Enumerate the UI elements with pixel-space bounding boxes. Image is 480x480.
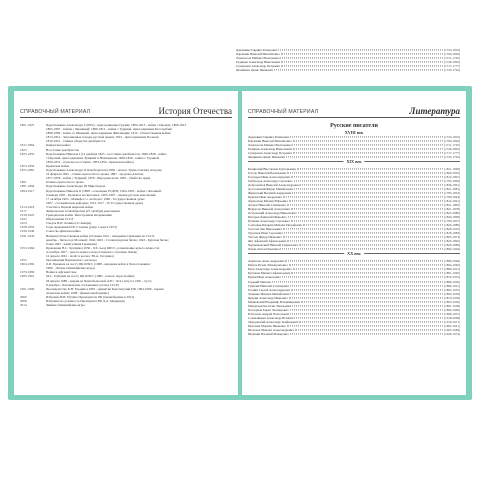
writer-name: Горький Максим (248, 279, 271, 284)
writer-years: (1894-1940) (444, 263, 460, 268)
timeline-event: 9 мая 1945 - капитуляция Германии) (46, 241, 97, 246)
timeline-event: Царствование Николая II (1898 - основание РСДРП; 1904-1905 - война с Японией; (46, 188, 162, 193)
leader-dots (280, 249, 443, 250)
timeline-year: 1964-1982 (20, 262, 35, 267)
leader-dots (290, 309, 444, 310)
writer-years: (1814-1841) (444, 199, 460, 204)
top-strip-row (236, 68, 460, 72)
timeline-event: Советско-финская война (46, 229, 81, 234)
writer-name: Куприн Александр Иванович (248, 295, 288, 300)
leader-dots (293, 269, 443, 270)
writer-years: (1910-1971) (444, 319, 460, 324)
writer-years: (1799-1837) (444, 219, 460, 224)
leader-dots (298, 213, 444, 214)
writer-name: Бунин Иван Алексеевич (248, 275, 281, 280)
timeline-year: 2014 (20, 303, 27, 308)
leader-dots (274, 69, 443, 70)
timeline-event: 1980 - Летние Олимпийские игры) (46, 266, 95, 271)
timeline-event: Кавказская война (46, 143, 71, 148)
writer-years: (1892-1941) (444, 323, 460, 328)
writer-years: (1769-1844) (444, 195, 460, 200)
timeline-event: Война в Афганистане (46, 270, 77, 275)
timeline-year: 1861 (20, 180, 27, 185)
timeline-year: 1918-1922 (20, 213, 35, 218)
leader-dots (281, 65, 443, 66)
writer-years: (1929-1974) (444, 331, 460, 336)
writers-19-list (248, 167, 460, 251)
writer-years: (1840-1868) (444, 215, 460, 220)
timeline-year: 1825-1855 (20, 151, 35, 156)
timeline-year: 1953-1964 (20, 245, 35, 250)
writer-name: Блок Александр Александрович (248, 267, 292, 272)
writer-years: (1899-1951) (444, 311, 460, 316)
timeline-event: Восстание декабристов (46, 147, 79, 152)
left-header-label: СПРАВОЧНЫЙ МАТЕРИАЛ (20, 109, 91, 115)
century-19-divider (248, 161, 460, 166)
leader-dots (300, 185, 443, 186)
writer-name: Гумилёв Николай Степанович (248, 283, 289, 288)
writer-years: (1886-1921) (444, 283, 460, 288)
timeline-event: Правление Н.С. Хрущёва (1956 - XX съезд КПСС, развенчание культа личности; (46, 245, 160, 250)
writer-years: (1889-1966) (444, 259, 460, 264)
timeline-event: 1816-1821 - тайные общества декабристов (46, 139, 106, 144)
writer-years: (1795-1829) (444, 179, 460, 184)
timeline-year: 1881-1894 (20, 184, 35, 189)
leader-dots (293, 152, 443, 153)
timeline-event: Президентство Б.Н. Ельцина (1993 - принятие Конституции РФ; 1994-1996 - первая (46, 286, 164, 291)
writer-name: Пушкин Александр Сергеевич (248, 219, 290, 224)
writer-years: (1749-1802) (444, 147, 460, 152)
timeline-event: 1877-1878 - война с Турцией; 1879 - Народная воля; 1881 - убийство царя) (46, 176, 151, 181)
leader-dots (287, 241, 443, 242)
timeline-event: Царствование Александра II Освободителя (1856 - начало Туркестанских походов; (46, 168, 163, 173)
leader-dots (293, 148, 443, 149)
leader-dots (289, 265, 444, 266)
timeline-event: 17 октября 1905 - Манифест о свободах; 1906 - Государственная дума; (46, 196, 145, 201)
century-20-divider (248, 253, 460, 258)
leader-dots (283, 237, 443, 238)
timeline-event: 26 апреля 1986 - авария на Чернобыльской АЭС; 19-21 августа 1991 - путч; (46, 278, 152, 283)
right-header-label: СПРАВОЧНЫЙ МАТЕРИАЛ (248, 109, 319, 115)
leader-dots (290, 333, 443, 334)
top-strip-years: (1749-1802) (444, 60, 460, 65)
leader-dots (290, 313, 443, 314)
writer-years: (1890-1960) (444, 307, 460, 312)
timeline-event: 12 апреля 1961 - полёт в космос Ю.А. Гагарина) (46, 254, 114, 258)
leader-dots (289, 297, 443, 298)
writer-name: Лермонтов Михаил Юрьевич (248, 199, 288, 204)
timeline-event: 19 февраля 1861 - отмена крепостного права; 1867 - продажа Аляски; (46, 172, 144, 177)
timeline-event: Избрание В.В. Путина Президентом РФ (переизбрание в 2012) (46, 294, 135, 299)
top-strip-years: (1766-1826) (444, 52, 460, 57)
writer-row (248, 332, 460, 336)
timeline-year: 1941-1945 (20, 233, 35, 238)
leader-dots (288, 217, 443, 218)
writer-years: (1831-1895) (444, 203, 460, 208)
writer-name: Достоевский Фёдор Михайлович (248, 187, 294, 192)
writer-years: (1828-1889) (444, 243, 460, 248)
writer-name: Карамзин Николай Михайлович (248, 139, 292, 144)
timeline-event: Избрание на должность Президента РФ Д.А. Медведева (46, 299, 125, 304)
leader-dots (287, 325, 443, 326)
top-strip (236, 0, 460, 80)
timeline-year: 1825 (20, 147, 27, 152)
top-strip-years: (1717-1777) (444, 64, 460, 69)
timeline-year: 1914-1918 (20, 204, 35, 209)
writers-18-list (248, 135, 460, 159)
leader-dots (291, 221, 444, 222)
writer-years: (1891-1940) (444, 271, 460, 276)
writer-years: (1783-1852) (444, 191, 460, 196)
writer-name: Пастернак Борис Леонидович (248, 307, 289, 312)
leader-dots (282, 277, 443, 278)
leader-dots (281, 53, 443, 54)
leader-dots (278, 49, 443, 50)
writer-years: (1811-1848) (444, 167, 460, 172)
writer-years: (1828-1910) (444, 227, 460, 232)
writer-name: Цветаева Марина Ивановна (248, 323, 286, 328)
writer-years: (1743-1816) (444, 135, 460, 139)
writer-name: Гончаров Иван Александрович (248, 175, 291, 180)
writer-years: (1905-1984) (444, 327, 460, 332)
writer-name: Державин Гавриил Романович (248, 135, 290, 139)
writer-name: Писарев Дмитрий Иванович (248, 215, 287, 220)
timeline-event: 1808-1809 - война со Швецией, присоединение Финляндии; 1812 - Отечественная война; (46, 131, 172, 136)
top-strip-name: Карамзин Николай Михайлович (236, 52, 280, 57)
writer-years: (1860-1904) (444, 247, 460, 252)
leader-dots (280, 57, 443, 58)
writer-name: Салтыков-Щедрин Михаил Евграфович (248, 223, 303, 228)
leader-dots (281, 61, 443, 62)
top-strip-years: (1711-1765) (444, 56, 460, 61)
timeline-year: 1928-1953 (20, 225, 35, 230)
history-timeline (20, 123, 232, 307)
timeline-event: Л.И. Брежнев на посту ЦК КПСС (1968 - введение войск в Чехословакию; (46, 262, 151, 267)
writer-name: Бабель Исаак Эммануилович (248, 263, 288, 268)
timeline-event: чеченская война; 1998 - финансовый кризис) (46, 290, 110, 295)
timeline-event: 1830-1831 - польское восстание; 1853-1856 - Крымская война) (46, 159, 134, 164)
leader-dots (294, 181, 444, 182)
timeline-year: 1985-1991 (20, 274, 35, 279)
writer-name: Сумароков Александр Петрович (248, 151, 292, 156)
leader-dots (286, 156, 443, 157)
writers-20-list (248, 259, 460, 335)
writer-name: Зощенко Михаил Михайлович (248, 291, 290, 296)
timeline-event: Февральская и Октябрьская (25 октября) революции (46, 208, 120, 213)
timeline-event: 1813-1814 - Заграничные походы русской армии; 1815 - присоединение Польши (46, 135, 159, 140)
timeline-year: 1817-1864 (20, 143, 35, 148)
writer-years: (1895-1925) (444, 287, 460, 292)
leader-dots (291, 209, 443, 210)
writer-years: (1823-1886) (444, 211, 460, 216)
timeline-event: Царствование Николая I (14 декабря 1825 - восстание декабристов; 1826-1828 - война (46, 151, 167, 156)
writer-years: (1745-1792) (444, 155, 460, 160)
leader-dots (287, 173, 443, 174)
writer-years: (1711-1765) (444, 143, 460, 148)
writer-name: Шолохов Михаил Александрович (248, 327, 294, 332)
writer-years: (1880-1921) (444, 267, 460, 272)
leader-dots (290, 136, 443, 137)
right-header-title: Литература (409, 106, 460, 116)
writer-years: (1809-1852) (444, 171, 460, 176)
timeline-event: 9 января 1905 - Кровавое воскресенье; 1905-1907 - первая русская революция; (46, 192, 157, 197)
writer-years: (1821-1881) (444, 187, 460, 192)
leader-dots (299, 245, 443, 246)
writer-years: (1891-1938) (444, 303, 460, 308)
top-strip-name: Фонвизин Денис Иванович (236, 68, 274, 73)
leader-dots (290, 293, 443, 294)
timeline-event: 1907 - столыпинская реформа; 1912-1917 - IV Государственная дума) (46, 200, 143, 205)
leader-dots (290, 285, 443, 286)
top-strip-name: Сумароков Александр Петрович (236, 64, 280, 69)
writer-years: (1893-1930) (444, 299, 460, 304)
writer-name: Некрасов Николай Алексеевич (248, 207, 290, 212)
timeline-event: декабрь - битва под Москвой; 1942-1943 - Сталинградская битва; 1943 - Курская битва; (46, 237, 169, 242)
top-strip-years: (1743-1816) (444, 48, 460, 52)
writer-years: (1717-1777) (444, 151, 460, 156)
writer-name: Тургенев Иван Сергеевич (248, 231, 283, 236)
left-page (14, 91, 238, 395)
leader-dots (292, 193, 443, 194)
writer-name: Шукшин Василий Макарович (248, 331, 289, 336)
leader-dots (294, 189, 443, 190)
timeline-year: 1853-1856 (20, 163, 35, 168)
timeline-event: 1805-1807 - войны с Францией; 1806-1812 - война с Турцией, присоединение Бессарабии; (46, 127, 173, 132)
timeline-event: Царствование Александра I (1801) - присоединение Грузии; 1804-1813 - война с Ираном; 1806-1812 (46, 123, 187, 127)
top-strip-name: Радищев Александр Николаевич (236, 60, 281, 65)
timeline-year: 1855-1881 (20, 168, 35, 173)
timeline-event: Образование СССР (46, 217, 74, 222)
century-19-heading: XIX век (343, 159, 364, 164)
writer-name: Грибоедов Александр Сергеевич (248, 179, 293, 184)
writer-name: Фонвизин Денис Иванович (248, 155, 286, 160)
timeline-event: Организация Варшавского договора (46, 258, 97, 263)
timeline-event: Гражданская война. Иностранная интервенция (46, 213, 112, 218)
timeline-year: 1979-1989 (20, 270, 35, 275)
writer-years: (1820-1892) (444, 239, 460, 244)
leader-dots (291, 273, 443, 274)
left-header-title: История Отечества (158, 106, 232, 116)
writer-years: (1870-1938) (444, 295, 460, 300)
leader-dots (303, 225, 443, 226)
writer-name: Гоголь Николай Васильевич (248, 171, 287, 176)
timeline-row (20, 303, 232, 307)
writer-name: Солженицын Александр Исаевич (248, 315, 294, 320)
timeline-year: 1894-1917 (20, 188, 35, 193)
timeline-year: 1924 (20, 221, 27, 226)
writer-name: Чехов Антон Павлович (248, 247, 280, 252)
timeline-event: Отмена крепостного права (46, 180, 84, 185)
right-page (242, 91, 466, 395)
leader-dots (292, 305, 443, 306)
timeline-year: 1922 (20, 217, 27, 222)
writers-list (248, 123, 460, 336)
timeline-year: 1991-1999 (20, 286, 35, 291)
writer-name: Островский Александр Николаевич (248, 211, 297, 216)
writer-name: Белинский Виссарион Григорьевич (248, 167, 296, 172)
leader-dots (287, 205, 443, 206)
leader-dots (291, 289, 443, 290)
writer-name: Маяковский Владимир Владимирович (248, 299, 301, 304)
writer-name: Фет Афанасий Афанасьевич (248, 239, 287, 244)
writer-name: Тютчев Фёдор Иванович (248, 235, 282, 240)
writer-years: (1821-1878) (444, 207, 460, 212)
top-strip-years: (1745-1792) (444, 68, 460, 73)
leader-dots (297, 168, 443, 169)
timeline-year: 2000 (20, 294, 27, 299)
writers-title: Русские писатели (330, 123, 378, 129)
leader-dots (294, 317, 443, 318)
top-strip-name: Державин Гавриил Романович (236, 48, 278, 52)
leader-dots (291, 177, 443, 178)
leader-dots (272, 281, 443, 282)
leader-dots (292, 144, 443, 145)
writer-name: Платонов Андрей Платонович (248, 311, 290, 316)
leader-dots (295, 329, 443, 330)
timeline-event: Смерть В.И. Ленина (21 января) (46, 221, 92, 226)
leader-dots (284, 233, 443, 234)
timeline-year: 1939-1940 (20, 229, 35, 234)
notebook-spread (8, 86, 472, 400)
writer-years: (1818-1883) (444, 231, 460, 236)
writer-years: (1918-2008) (444, 315, 460, 320)
writer-name: Ахматова Анна Андреевна (248, 259, 285, 264)
writer-years: (1836-1861) (444, 183, 460, 188)
writer-years: (1894-1958) (444, 291, 460, 296)
leader-dots (301, 301, 443, 302)
writer-years: (1826-1889) (444, 223, 460, 228)
writer-name: Чернышевский Николай Гаврилович (248, 243, 298, 248)
writer-name: Крылов Иван Андреевич (248, 195, 282, 200)
leader-dots (285, 261, 443, 262)
leader-dots (299, 321, 443, 322)
writer-years: (1766-1826) (444, 139, 460, 144)
writer-name: Жуковский Василий Андреевич (248, 191, 292, 196)
leader-dots (283, 197, 443, 198)
left-page-header (20, 105, 232, 118)
right-page-header (248, 105, 460, 118)
writer-name: Есенин Сергей Александрович (248, 287, 291, 292)
century-18-heading: XVIII век (344, 130, 364, 135)
leader-dots (289, 201, 443, 202)
writer-years: (1812-1891) (444, 175, 460, 180)
timeline-event: Крымская война (46, 163, 70, 168)
timeline-event: Годы правления И.В. Сталина (умер 5 марта 1953) (46, 225, 117, 230)
timeline-event: Зимние Олимпийские игры (46, 303, 85, 308)
writer-name: Толстой Лев Николаевич (248, 227, 282, 232)
timeline-event: М.С. Горбачёв на посту ЦК КПСС (1985 - начало перестройки; (46, 274, 135, 279)
timeline-event: Участие в Первой мировой войне (46, 204, 94, 209)
timeline-event: 8 декабря - Беловежские соглашения; распад СССР) (46, 282, 120, 287)
century-20-heading: XX век (344, 251, 364, 256)
timeline-event: Великая Отечественная война (22 июня 1941 - нападение Германии на СССР, (46, 233, 155, 238)
writer-years: (1870-1953) (444, 275, 460, 280)
writer-years: (1803-1873) (444, 235, 460, 240)
timeline-year: 2008 (20, 299, 27, 304)
timeline-event: Царствование Александра III Миротворца (46, 184, 106, 189)
timeline-year: 1917 (20, 208, 27, 213)
writer-years: (1868-1936) (444, 279, 460, 284)
timeline-event: с Персией, присоединение Эривани и Нахичевани; 1828-1829 - война с Турцией; (46, 155, 160, 160)
writer-name: Добролюбов Николай Александрович (248, 183, 300, 188)
writer-name: Мандельштам Осип Эмильевич (248, 303, 292, 308)
writer-name: Ломоносов Михаил Васильевич (248, 143, 292, 148)
writer-name: Твардовский Александр Трифонович (248, 319, 299, 324)
timeline-event: 4 октября 1957 - запуск первого искусственного спутника Земли; (46, 249, 138, 254)
writer-name: Лесков Николай Семёнович (248, 203, 286, 208)
timeline-year: 1801-1825 (20, 123, 35, 127)
writer-name: Булгаков Михаил Афанасьевич (248, 271, 291, 276)
timeline-year: 1955 (20, 258, 27, 263)
top-strip-name: Ломоносов Михаил Васильевич (236, 56, 280, 61)
writer-name: Радищев Александр Николаевич (248, 147, 293, 152)
leader-dots (283, 229, 443, 230)
leader-dots (293, 140, 443, 141)
